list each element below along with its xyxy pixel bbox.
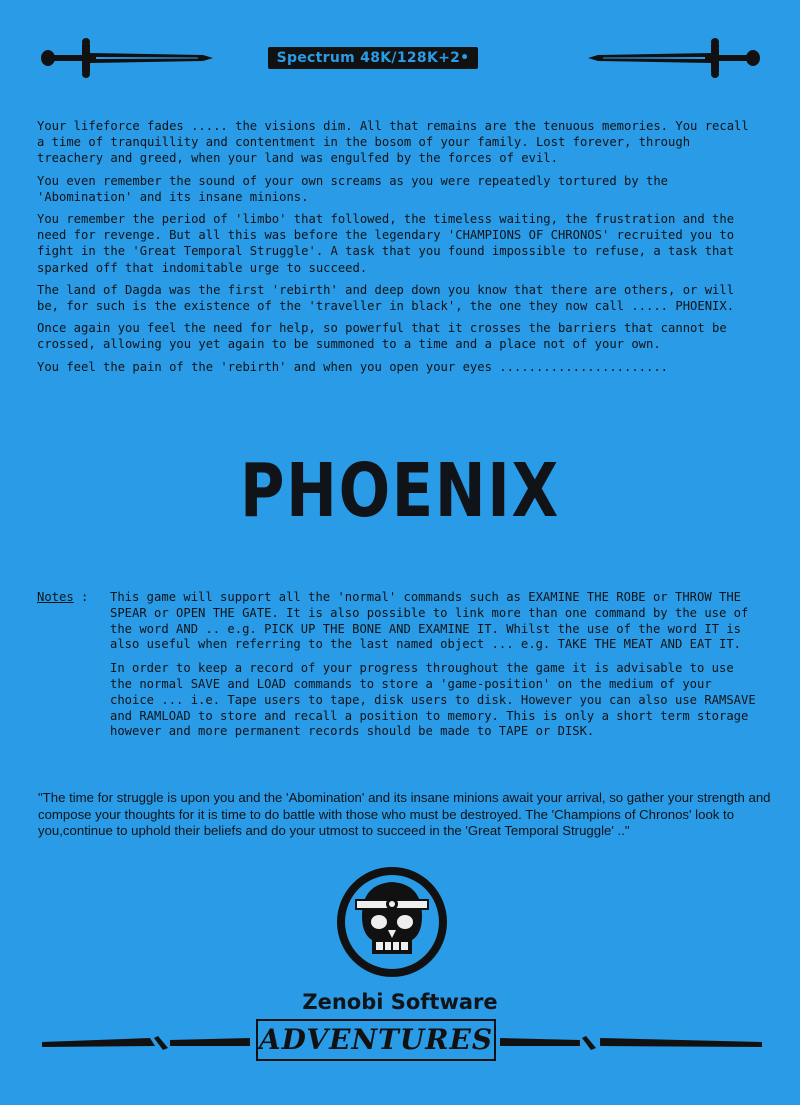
notes-label-text: Notes [37, 590, 74, 604]
header [0, 36, 800, 80]
story-paragraph: You even remember the sound of your own screams as you were repeatedly tortured by the 'Abomination' and its insane minions. [37, 173, 669, 204]
story-paragraph: Your lifeforce fades ..... the visions dim. All that remains are the tenuous memories. You recall a time of tranquillity and contentment in the bosom of your family. Lost forever, through treachery and greed, when your land was engulfed by the forces of evil. [37, 119, 749, 166]
notes-text [110, 590, 760, 748]
notes-paragraph: This game will support all the 'normal' commands such as EXAMINE THE ROBE or THROW THE SPEAR or OPEN THE GATE. It is also possible to link more than one command by the use of the word AND .. e.g. PICK UP THE BONE AND EXAMINE IT. Whilst the use of the word IT is also useful when referring to the last named object ... e.g. TAKE THE MEAT AND EAT IT. [110, 590, 749, 652]
notes-separator: : [81, 590, 89, 604]
platform-badge: Spectrum 48K/128K+2• [268, 47, 478, 69]
skull-icon [332, 866, 452, 981]
sword-icon [38, 36, 213, 80]
sword-icon [588, 36, 763, 80]
story-text [37, 118, 757, 381]
notes-label [37, 590, 88, 604]
story-paragraph: You remember the period of 'limbo' that followed, the timeless waiting, the frustration and the need for revenge. But all this was before the legendary 'CHAMPIONS OF CHRONOS' recruited you to fight in the 'Great Temporal Struggle'. A task that you found impossible to refuse, a task that sparked off that indomitable urge to succeed. [37, 212, 735, 275]
notes-paragraph: In order to keep a record of your progress throughout the game it is advisable to use the normal SAVE and LOAD commands to store a 'game-position' on the medium of your choice ... i.e. Tape users to tape, disk users to disk. However you can also use RAMSAVE and RAMLOAD to store and recall a position to memory. This is only a short term storage however and more permanent records should be made to TAPE or DISK. [110, 661, 756, 739]
closing-quote: "The time for struggle is upon you and the 'Abomination' and its insane minions await your arrival, so gather your strength and compose your thoughts for it is time to do battle with those who must be destroyed. The 'Champions of Chronos' look to you,continue to uphold their beliefs and do your utmost to succeed in the 'Great Temporal Struggle' .." [38, 790, 771, 838]
story-paragraph: The land of Dagda was the first 'rebirth' and deep down you know that there are others, or will be, for such is the existence of the 'traveller in black', the one they now call ..... PHOENIX. [37, 282, 735, 314]
story-paragraph: Once again you feel the need for help, so powerful that it crosses the barriers that cannot be crossed, allowing you yet again to be summoned to a time and a place not of your own. [37, 321, 727, 352]
game-title: PHOENIX [240, 448, 560, 534]
adventures-logo: ADVENTURES [256, 1019, 496, 1061]
publisher-name: Zenobi Software [302, 990, 498, 1014]
story-paragraph: You feel the pain of the 'rebirth' and when you open your eyes ....................... [37, 359, 669, 374]
